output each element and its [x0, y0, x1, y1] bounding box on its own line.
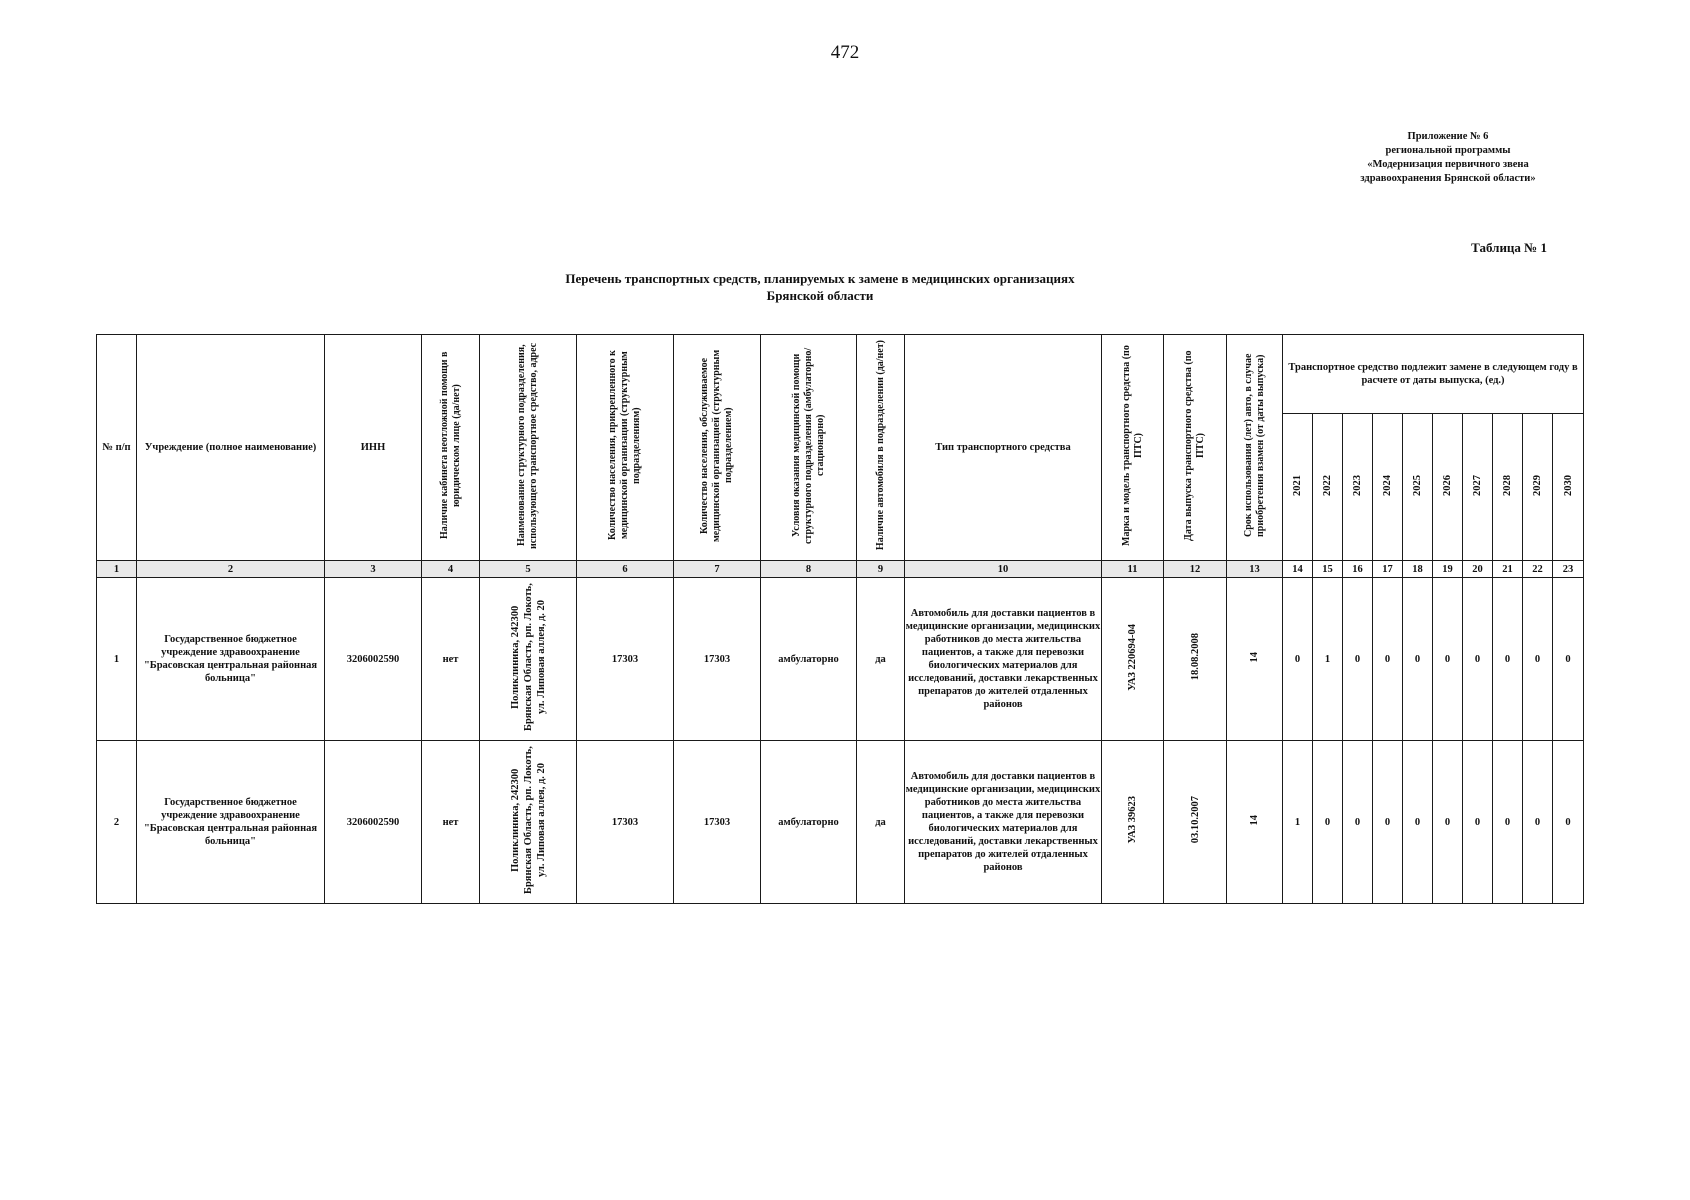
header-year-text: 2023	[1352, 474, 1363, 496]
header-year	[1283, 414, 1313, 561]
row-year-value: 0	[1313, 741, 1343, 904]
row-urgent-cabinet: нет	[422, 578, 480, 741]
row-vehicle-type: Автомобиль для доставки пациентов в медицинские организации, медицинских работников до места жительства пациентов, а также для перевозки биологических материалов для исследований, доставки лекарственных препаратов до жителей отдаленных районов	[905, 741, 1102, 904]
row-usage-term	[1227, 741, 1283, 904]
header-attached-population	[577, 335, 674, 561]
row-institution: Государственное бюджетное учреждение здравоохранение "Брасовская центральная районная больница"	[137, 578, 325, 741]
column-number: 5	[480, 561, 577, 578]
title-line: Перечень транспортных средств, планируемых к замене в медицинских организациях	[565, 271, 1075, 286]
appendix-note	[1318, 130, 1578, 186]
row-usage-term	[1227, 578, 1283, 741]
column-number: 16	[1343, 561, 1373, 578]
row-attached-population: 17303	[577, 578, 674, 741]
row-year-value: 0	[1463, 578, 1493, 741]
header-care-conditions	[761, 335, 857, 561]
header-year	[1493, 414, 1523, 561]
row-usage-term-text: 14	[1249, 651, 1260, 663]
header-usage-term-text: Срок использования (лет) авто, в случае приобретения взамен (от даты выпуска)	[1242, 353, 1266, 538]
column-number: 3	[325, 561, 422, 578]
column-number: 8	[761, 561, 857, 578]
header-year-text: 2025	[1412, 474, 1423, 496]
row-release-date	[1164, 741, 1227, 904]
header-year-text: 2028	[1502, 474, 1513, 496]
vehicle-table	[96, 334, 1584, 904]
appendix-line: региональной программы	[1385, 145, 1511, 156]
header-year	[1343, 414, 1373, 561]
table-row	[97, 741, 1584, 904]
header-brand-model-text: Марка и модель транспортного средства (по ПТС)	[1120, 345, 1144, 546]
row-inn: 3206002590	[325, 741, 422, 904]
header-car-available-text: Наличие автомобиля в подразделении (да/нет)	[874, 340, 886, 551]
row-brand-model-text: УАЗ 220694-04	[1127, 623, 1138, 691]
header-year	[1403, 414, 1433, 561]
header-row	[97, 335, 1584, 414]
column-number: 21	[1493, 561, 1523, 578]
row-year-value: 0	[1433, 578, 1463, 741]
table-label: Таблица № 1	[1471, 240, 1547, 255]
column-number: 9	[857, 561, 905, 578]
column-number: 14	[1283, 561, 1313, 578]
row-brand-model-text: УАЗ 39623	[1127, 796, 1138, 844]
column-number: 12	[1164, 561, 1227, 578]
header-served-population-text: Количество населения, обслуживаемое медицинской организацией (структурным подразделением)	[699, 349, 734, 542]
row-subdivision-text: Поликлиника, 242300 Брянская Область, рп. Локоть, ул. Липовая аллея, д. 20	[509, 583, 547, 731]
header-year-text: 2024	[1382, 474, 1393, 496]
column-number: 22	[1523, 561, 1553, 578]
row-attached-population: 17303	[577, 741, 674, 904]
page-number: 472	[830, 42, 860, 63]
appendix-line: Приложение № 6	[1407, 131, 1489, 142]
header-year	[1553, 414, 1584, 561]
column-number: 20	[1463, 561, 1493, 578]
column-number: 6	[577, 561, 674, 578]
row-year-value: 0	[1403, 578, 1433, 741]
row-num: 2	[97, 741, 137, 904]
row-usage-term-text: 14	[1249, 814, 1260, 826]
row-year-value: 0	[1373, 741, 1403, 904]
header-release-date-text: Дата выпуска транспортного средства (по ПТС)	[1183, 350, 1206, 541]
row-served-population: 17303	[674, 741, 761, 904]
row-car-available: да	[857, 741, 905, 904]
header-urgent-cabinet	[422, 335, 480, 561]
row-year-value: 0	[1553, 578, 1584, 741]
header-year	[1373, 414, 1403, 561]
header-brand-model	[1102, 335, 1164, 561]
header-subdivision-text: Наименование структурного подразделения, использующего транспортное средство, адрес	[516, 342, 539, 549]
header-year	[1523, 414, 1553, 561]
row-num: 1	[97, 578, 137, 741]
row-subdivision	[480, 578, 577, 741]
header-care-conditions-text: Условия оказания медицинской помощи структурного подразделения (амбулаторно/стационарно)	[790, 347, 826, 544]
column-number: 18	[1403, 561, 1433, 578]
row-year-value: 0	[1493, 741, 1523, 904]
row-subdivision-text: Поликлиника, 242300 Брянская Область, рп. Локоть, ул. Липовая аллея, д. 20	[509, 746, 547, 894]
header-year-text: 2027	[1472, 474, 1483, 496]
header-inn: ИНН	[325, 335, 422, 561]
appendix-line: «Модернизация первичного звена	[1367, 159, 1529, 170]
row-year-value: 0	[1523, 741, 1553, 904]
header-vehicle-type: Тип транспортного средства	[905, 335, 1102, 561]
header-attached-population-text: Количество населения, прикрепленного к медицинской организации (структурным подразделениям)	[607, 350, 642, 541]
header-year-text: 2029	[1532, 474, 1543, 496]
row-subdivision	[480, 741, 577, 904]
row-release-date-text: 18.08.2008	[1189, 633, 1201, 681]
title-line: Брянской области	[766, 288, 874, 303]
row-vehicle-type: Автомобиль для доставки пациентов в медицинские организации, медицинских работников до места жительства пациентов, а также для перевозки биологических материалов для исследований, доставки лекарственных препаратов до жителей отдаленных районов	[905, 578, 1102, 741]
header-year-text: 2030	[1562, 474, 1574, 496]
column-number: 2	[137, 561, 325, 578]
header-institution: Учреждение (полное наименование)	[137, 335, 325, 561]
row-year-value: 0	[1493, 578, 1523, 741]
column-number: 10	[905, 561, 1102, 578]
row-institution: Государственное бюджетное учреждение здравоохранение "Брасовская центральная районная больница"	[137, 741, 325, 904]
column-number: 4	[422, 561, 480, 578]
row-year-value: 0	[1373, 578, 1403, 741]
row-year-value: 0	[1433, 741, 1463, 904]
row-brand-model	[1102, 578, 1164, 741]
header-year-text: 2026	[1442, 474, 1453, 496]
row-year-value: 0	[1523, 578, 1553, 741]
row-year-value: 0	[1343, 578, 1373, 741]
row-care-conditions: амбулаторно	[761, 578, 857, 741]
header-release-date	[1164, 335, 1227, 561]
column-number: 11	[1102, 561, 1164, 578]
header-car-available	[857, 335, 905, 561]
row-inn: 3206002590	[325, 578, 422, 741]
column-number: 1	[97, 561, 137, 578]
column-number: 7	[674, 561, 761, 578]
column-number: 23	[1553, 561, 1584, 578]
row-care-conditions: амбулаторно	[761, 741, 857, 904]
header-replacement-group: Транспортное средство подлежит замене в следующем году в расчете от даты выпуска, (ед.)	[1283, 335, 1584, 414]
row-urgent-cabinet: нет	[422, 741, 480, 904]
header-year-text: 2021	[1292, 474, 1303, 496]
header-year	[1433, 414, 1463, 561]
row-year-value: 0	[1553, 741, 1584, 904]
header-urgent-cabinet-text: Наличие кабинета неотложной помощи в юридическом лице (да/нет)	[438, 351, 462, 540]
row-release-date	[1164, 578, 1227, 741]
appendix-line: здравоохранения Брянской области»	[1360, 173, 1536, 184]
header-year-text: 2022	[1322, 474, 1333, 496]
column-number-row	[97, 561, 1584, 578]
column-number: 13	[1227, 561, 1283, 578]
row-brand-model	[1102, 741, 1164, 904]
column-number: 15	[1313, 561, 1343, 578]
row-year-value: 0	[1463, 741, 1493, 904]
header-served-population	[674, 335, 761, 561]
row-year-value: 0	[1343, 741, 1373, 904]
header-num: № п/п	[97, 335, 137, 561]
row-served-population: 17303	[674, 578, 761, 741]
header-year	[1463, 414, 1493, 561]
row-year-value: 0	[1283, 578, 1313, 741]
document-title	[420, 270, 1220, 304]
row-car-available: да	[857, 578, 905, 741]
header-year	[1313, 414, 1343, 561]
column-number: 19	[1433, 561, 1463, 578]
table-row	[97, 578, 1584, 741]
row-year-value: 1	[1283, 741, 1313, 904]
row-release-date-text: 03.10.2007	[1189, 796, 1201, 844]
row-year-value: 1	[1313, 578, 1343, 741]
header-usage-term	[1227, 335, 1283, 561]
header-subdivision	[480, 335, 577, 561]
row-year-value: 0	[1403, 741, 1433, 904]
column-number: 17	[1373, 561, 1403, 578]
